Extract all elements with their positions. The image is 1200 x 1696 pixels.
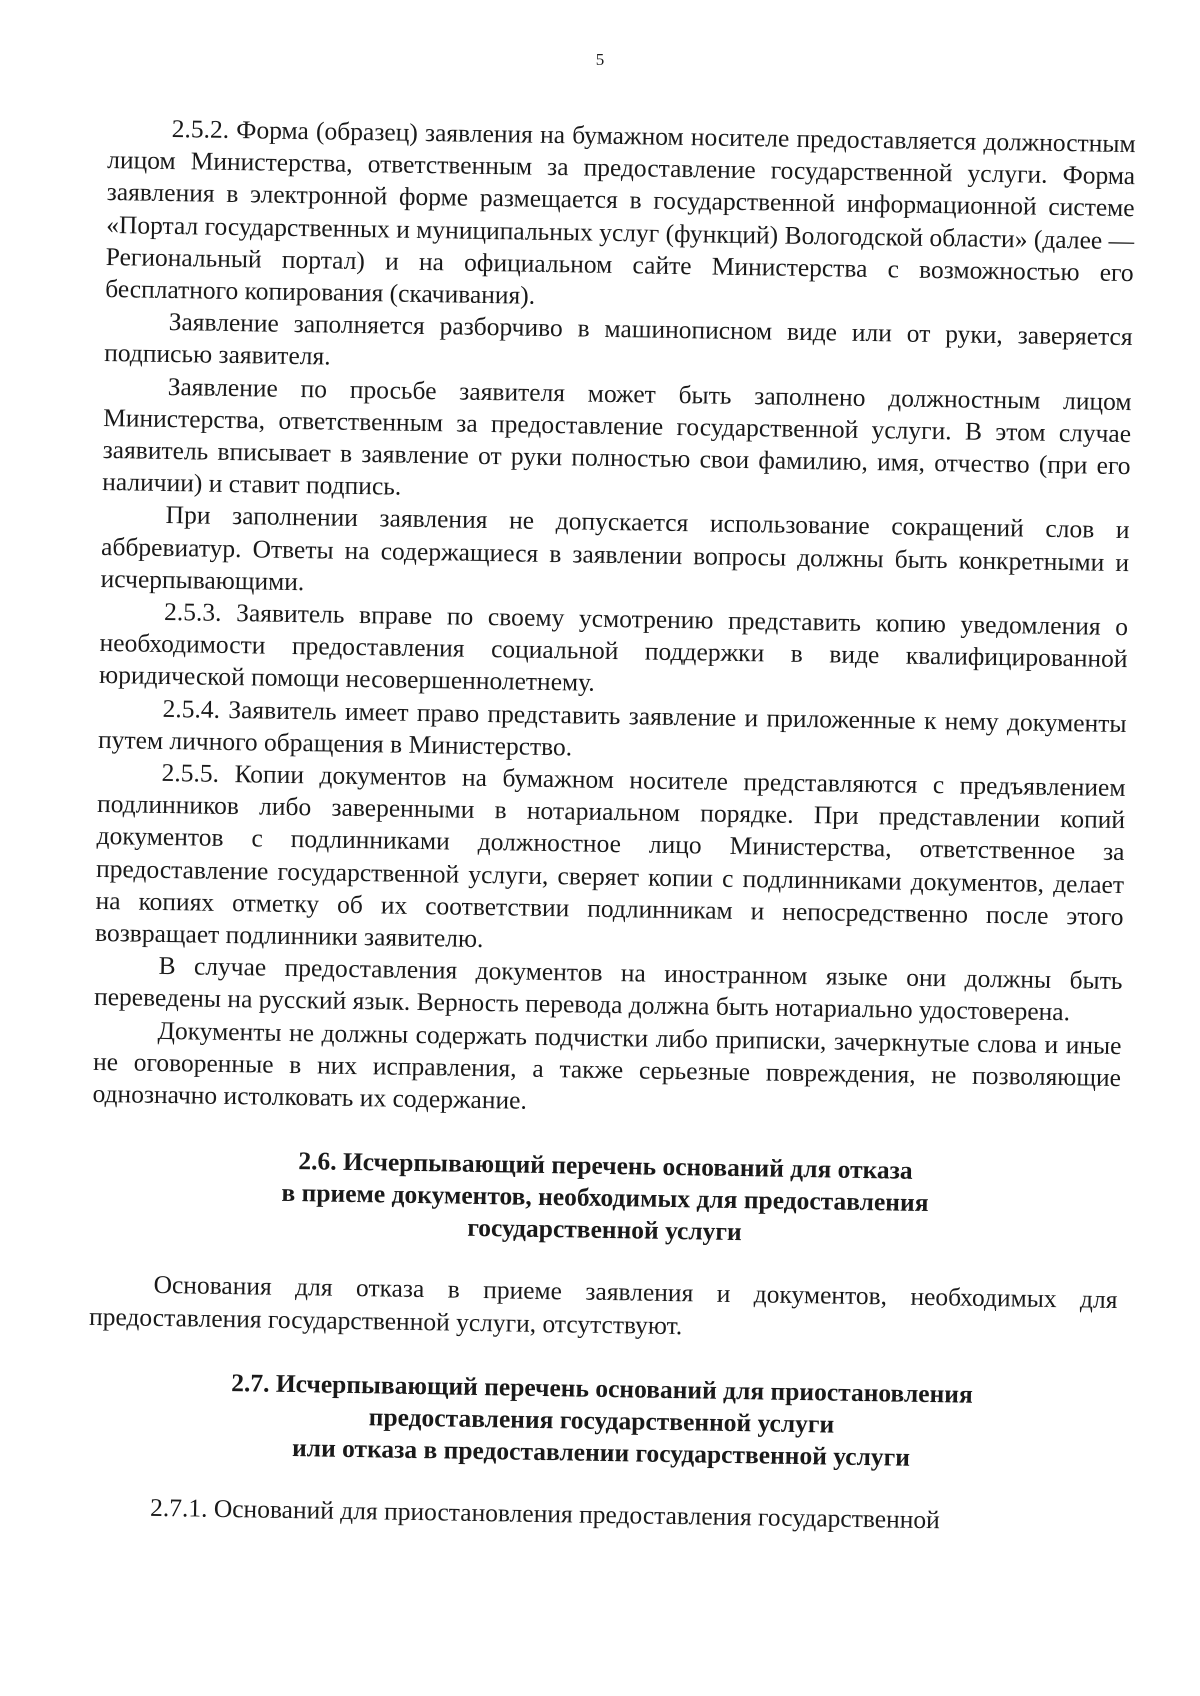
heading-line: или отказа в предоставлении государственной услуги — [291, 1432, 911, 1472]
paragraph-2-5-5: 2.5.5. Копии документов на бумажном носителе представляются с предъявлением подлинников либо заверенными в нотариальном порядке. При представлении копий документов с подлинниками должностное лицо Министерства, ответственное за предоставление государственной услуги, сверяет копии с подлинниками документов, делает на копиях отметку об их соответствии подлинникам и непосредственно после этого возвращает подлинники заявителю. — [94, 757, 1126, 954]
heading-line: предоставления государственной услуги — [368, 1401, 835, 1439]
heading-line: 2.6. Исчерпывающий перечень оснований для отказа — [298, 1146, 913, 1186]
section-heading-2-6 — [90, 1142, 1119, 1254]
paragraph-foreign-language: В случае предоставления документов на иностранном языке они должны быть переведены на русский язык. Верность перевода должна быть нотариально удостоверена. — [93, 951, 1123, 1027]
heading-line: государственной услуги — [467, 1213, 742, 1247]
paragraph-no-corrections: Документы не должны содержать подчистки либо приписки, зачеркнутые слова и иные не оговоренные в них исправления, а также серьезные повреждения, не позволяющие однозначно истолковать их содержание. — [92, 1015, 1122, 1115]
paragraph-2-5-2: 2.5.2. Форма (образец) заявления на бумажном носителе предоставляется должностным лицом Министерства, ответственным за предоставление государственной услуги. Форма заявления в электронной форме размещается в государственной информационной системе «Портал государственных и муниципальных услуг (функций) Вологодской области» (далее — Региональный портал) и на официальном сайте Министерства с возможностью его бесплатного копирования (скачивания). — [104, 114, 1136, 310]
paragraph-no-abbreviations: При заполнении заявления не допускается использование сокращений слов и аббревиатур. Ответы на содержащиеся в заявлении вопросы должны быть конкретными и исчерпывающими. — [100, 500, 1130, 596]
document-body — [86, 112, 1136, 1539]
heading-line: 2.7. Исчерпывающий перечень оснований для приостановления — [230, 1367, 974, 1409]
paragraph-application-filling: Заявление заполняется разборчиво в машинописном виде или от руки, заверяется подписью заявителя. — [103, 307, 1133, 371]
paragraph-application-by-official: Заявление по просьбе заявителя может быть заполнено должностным лицом Министерства, ответственным за предоставление государственной услуги. В этом случае заявитель вписывает в заявление от руки полностью свои фамилию, имя, отчество (при его наличии) и ставит подпись. — [101, 371, 1132, 501]
page-number: 5 — [595, 50, 605, 69]
heading-line: в приеме документов, необходимых для предоставления — [281, 1178, 929, 1218]
paragraph-2-5-4: 2.5.4. Заявитель имеет право представить заявление и приложенные к нему документы путем личного обращения в Министерство. — [97, 693, 1127, 762]
paragraph-2-6: Основания для отказа в приеме заявления и документов, необходимых для предоставления государственной услуги, отсутствуют. — [88, 1270, 1118, 1340]
paragraph-2-7-1: 2.7.1. Оснований для приостановления предоставления государственной — [149, 1492, 941, 1534]
paragraph-2-5-3: 2.5.3. Заявитель вправе по своему усмотрению представить копию уведомления о необходимости предоставления социальной поддержки в виде квалифицированной юридической помощи несовершеннолетнему. — [98, 596, 1129, 698]
section-heading-2-7 — [87, 1365, 1116, 1477]
